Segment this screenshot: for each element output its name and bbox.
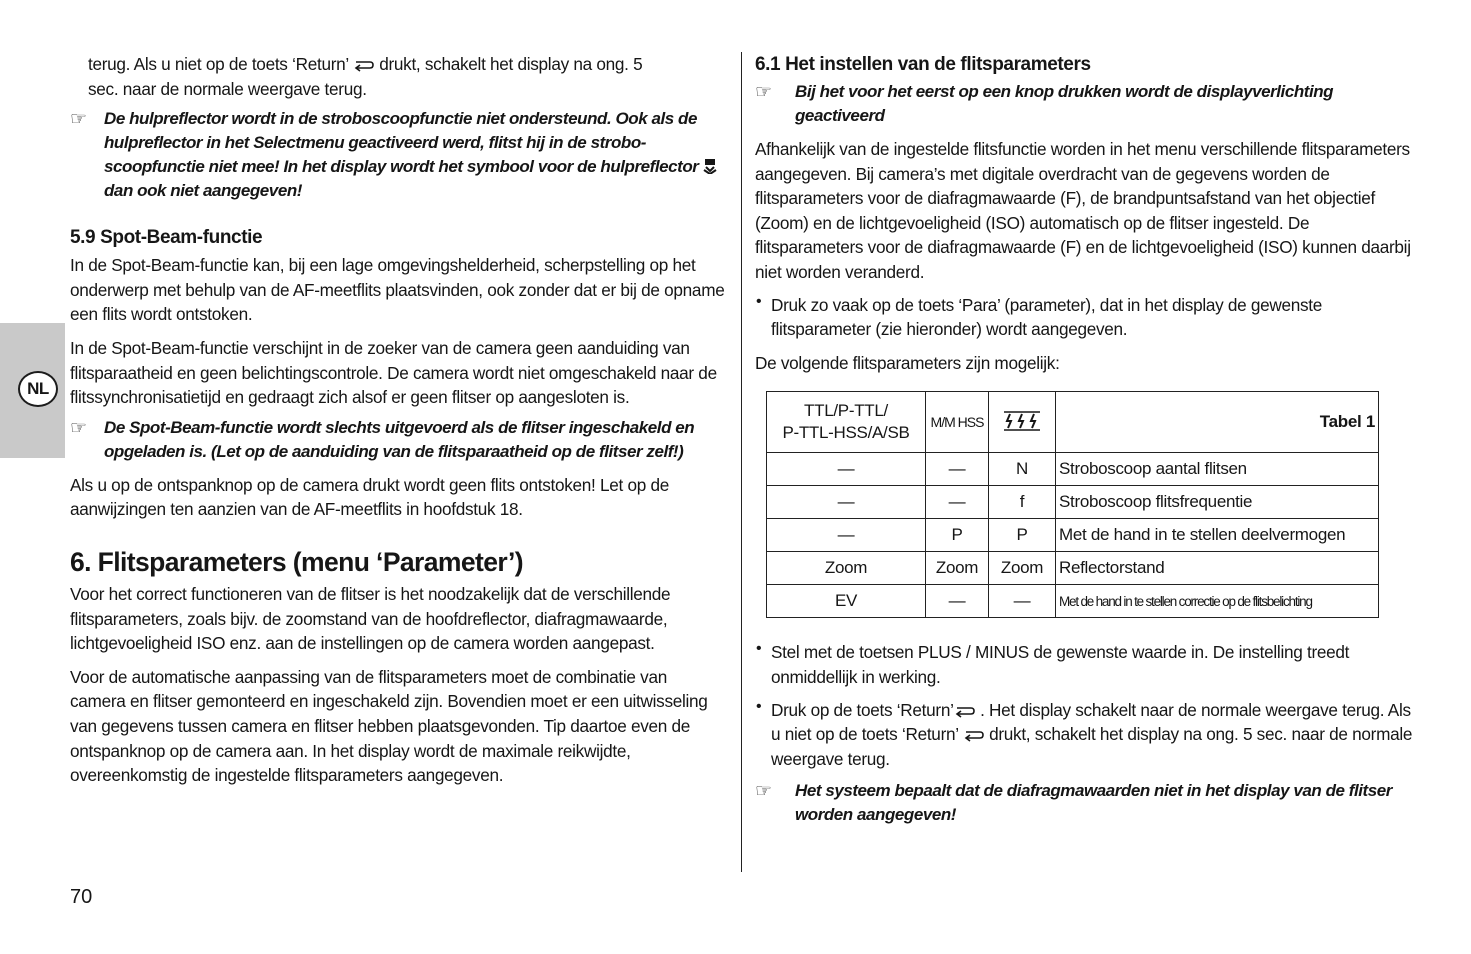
pointing-hand-icon: ☞ bbox=[70, 109, 87, 131]
section-5-9-paragraph-2: In de Spot-Beam-functie verschijnt in de zoeker van de camera geen aanduiding van flitsparaatheid en geen belichtingscontrole. De camera wordt niet omgeschakeld naar de flitssynchronisatietijd en gedraagt zich alsof er geen flitser op aangesloten is. bbox=[70, 337, 717, 408]
intro-text-1: terug. Als u niet op de toets ‘Return’ bbox=[88, 54, 349, 74]
intro-paragraph bbox=[70, 52, 726, 101]
table-header-manual: M/M HSS bbox=[926, 392, 989, 453]
section-6-paragraph-2: Voor de automatische aanpassing van de flitsparameters moet de combinatie van camera en flitser gemonteerd en ingeschakeld zijn. Bovendien moet er een uitwisseling van gegevens tussen camera en flitser hebben plaatsgevonden. Tip daartoe even de ontspanknop op de camera aan. In het display wordt de maximale reikwijdte, overeenkomstig de ingestelde flitsparameters aangegeven. bbox=[70, 666, 708, 786]
table-cell: Stroboscoop flitsfrequentie bbox=[1056, 486, 1379, 519]
right-column bbox=[755, 52, 1417, 827]
header-ttl-line-2: P-TTL-HSS/A/SB bbox=[782, 423, 910, 443]
note-aux-reflector bbox=[70, 107, 726, 203]
table-cell: Zoom bbox=[989, 552, 1056, 585]
table-row bbox=[767, 486, 1379, 519]
table-cell: — bbox=[989, 585, 1056, 618]
header-ttl-line-1: TTL/P-TTL/ bbox=[804, 401, 888, 421]
table-cell: P bbox=[989, 519, 1056, 552]
section-6-1-paragraph-1: Afhankelijk van de ingestelde flitsfunctie worden in het menu verschillende flitsparameters aangegeven. Bij camera’s met digitale overdracht van de gegevens worden de flitsparameters voor de diafragmawaarde (F), de brandpuntsafstand van het objectief (Zoom) en de lichtgevoeligheid (ISO) automatisch op de flitser ingesteld. De flitsparameters voor de diafragmawaarde (F) en de lichtgevoeligheid (ISO) kunnen daarbij niet worden veranderd. bbox=[755, 139, 1411, 282]
table-row bbox=[767, 552, 1379, 585]
column-divider bbox=[741, 52, 742, 872]
table-cell: Stroboscoop aantal flitsen bbox=[1056, 453, 1379, 486]
table-cell: f bbox=[989, 486, 1056, 519]
bullet-return bbox=[755, 698, 1417, 772]
page-number: 70 bbox=[70, 886, 93, 908]
note-4-text: Het systeem bepaalt dat de diafragmawaarden niet in het display van de flitser worden aangegeven! bbox=[795, 781, 1392, 825]
note-2-text: De Spot-Beam-functie wordt slechts uitgevoerd als de flitser ingeschakeld en opgeladen is. (Let op de aanduiding van de flitsparaatheid op de flitser zelf!) bbox=[104, 417, 695, 461]
stroboscope-flash-icon bbox=[1002, 409, 1042, 431]
left-column bbox=[70, 52, 726, 788]
intro-text-3: sec. naar de normale weergave terug. bbox=[88, 78, 367, 99]
table-cell: Zoom bbox=[926, 552, 989, 585]
table-cell: P bbox=[926, 519, 989, 552]
return-arrow-icon bbox=[353, 58, 375, 72]
bullet-2-text: Stel met de toetsen PLUS / MINUS de gewenste waarde in. De instelling treedt onmiddellijk in werking. bbox=[771, 642, 1350, 687]
bullet-3-text-b: . Het display schakelt naar de normale weergave terug. Als u niet op de toets ‘Return’ bbox=[771, 699, 1411, 745]
section-5-9-paragraph-3: Als u op de ontspanknop op de camera drukt wordt geen flits ontstoken! Let op de aanwijzingen ten aanzien van de AF-meetflits in hoofdstuk 18. bbox=[70, 474, 669, 520]
table-cell: Met de hand in te stellen correctie op de flitsbelichting bbox=[1056, 585, 1379, 618]
return-arrow-icon bbox=[954, 704, 976, 718]
note-aperture-display bbox=[755, 779, 1417, 827]
bullet-dot: • bbox=[756, 697, 762, 715]
section-5-9-title: 5.9 Spot-Beam-functie bbox=[70, 227, 263, 249]
table-cell: — bbox=[767, 453, 926, 486]
return-arrow-icon bbox=[963, 728, 985, 742]
bullet-plus-minus bbox=[755, 640, 1417, 689]
table-cell: — bbox=[767, 519, 926, 552]
section-6-paragraph-1: Voor het correct functioneren van de flitser is het noodzakelijk dat de verschillende flitsparameters, zoals bijv. de zoomstand van de hoofdreflector, diafragmawaarde, lichtgevoeligheid ISO enz. aan de instellingen op de camera worden aangepast. bbox=[70, 583, 671, 654]
table-cell: Met de hand in te stellen deelvermogen bbox=[1056, 519, 1379, 552]
language-badge: NL bbox=[18, 371, 58, 407]
section-5-9-paragraph-1: In de Spot-Beam-functie kan, bij een lage omgevingshelderheid, scherpstelling op het onderwerp met behulp van de AF-meetflits plaatsvinden, ook zonder dat er bij de opname een flits wordt ontstoken. bbox=[70, 255, 725, 325]
table-cell: EV bbox=[767, 585, 926, 618]
aux-reflector-icon bbox=[703, 158, 717, 174]
bullet-dot: • bbox=[756, 292, 762, 310]
table-cell: — bbox=[926, 453, 989, 486]
note-1-text-b: dan ook niet aangegeven! bbox=[104, 181, 302, 201]
table-row bbox=[767, 585, 1379, 618]
table-cell: Zoom bbox=[767, 552, 926, 585]
pointing-hand-icon: ☞ bbox=[70, 417, 87, 439]
intro-text-2: drukt, schakelt het display na ong. 5 bbox=[374, 54, 643, 74]
section-6-1-paragraph-2: De volgende flitsparameters zijn mogelijk: bbox=[755, 352, 1060, 373]
note-spot-beam bbox=[70, 416, 726, 464]
pointing-hand-icon: ☞ bbox=[755, 781, 772, 803]
section-6-title: 6. Flitsparameters (menu ‘Parameter’) bbox=[70, 546, 524, 577]
bullet-3-text-a: Druk op de toets ‘Return’ bbox=[771, 699, 954, 720]
table-header-ttl bbox=[767, 392, 926, 453]
table-caption: Tabel 1 bbox=[1056, 392, 1379, 453]
pointing-hand-icon: ☞ bbox=[755, 82, 772, 103]
note-1-text-a: De hulpreflector wordt in de stroboscoopfunctie niet ondersteund. Ook als de hulpreflector in het Selectmenu geactiveerd werd, flitst hij in de stroboscoopfunctie niet mee! In het display wordt het symbool voor de hulpreflector bbox=[104, 109, 703, 177]
note-3-text: Bij het voor het eerst op een knop drukken wordt de displayverlichting geactiveerd bbox=[795, 82, 1334, 125]
table-cell: Reflectorstand bbox=[1056, 552, 1379, 585]
table-cell: — bbox=[926, 585, 989, 618]
table-cell: — bbox=[926, 486, 989, 519]
table-row bbox=[767, 453, 1379, 486]
table-header-stroboscope bbox=[989, 392, 1056, 453]
bullet-3-text-c: drukt, schakelt het display na ong. 5 sec. naar de normale weergave terug. bbox=[771, 724, 1413, 769]
table-cell: N bbox=[989, 453, 1056, 486]
bullet-dot: • bbox=[756, 640, 762, 658]
note-display-lighting bbox=[755, 80, 1417, 128]
bullet-para bbox=[755, 293, 1417, 342]
bullet-1-text: Druk zo vaak op de toets ‘Para’ (parameter), dat in het display de gewenste flitsparameter (zie hieronder) wordt aangegeven. bbox=[771, 294, 1323, 340]
section-6-1-title: 6.1 Het instellen van de flitsparameters bbox=[755, 54, 1091, 75]
table-row bbox=[767, 519, 1379, 552]
table-cell: — bbox=[767, 486, 926, 519]
table-header-row bbox=[767, 392, 1379, 453]
flash-parameter-table bbox=[766, 391, 1379, 618]
